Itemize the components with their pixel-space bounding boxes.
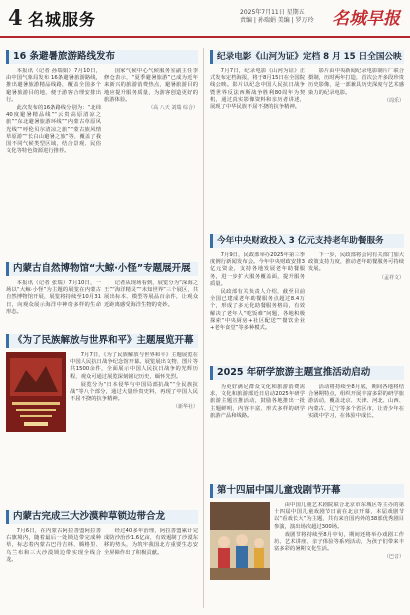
headline-text: 第十四届中国儿童戏剧节开幕 — [217, 485, 341, 496]
page-header — [0, 0, 410, 38]
paragraph: 7月9日，民政部举办2025年第三季度例行新闻发布会。今年中央财政安排3亿元资金，支持各地发展老年助餐服务，进一步扩大服务覆盖面，提升服务质量。 — [210, 252, 305, 287]
article-body — [6, 68, 101, 258]
article-headline — [6, 50, 198, 64]
paragraph: 此次发布的16条路线分别为：“北纬40度避暑精品线”“云贵高原清凉之旅”“东北避暑旅游环线”“内蒙古草原风光线”“呼伦贝尔清凉之旅”“蒙古族风情草原游”“长白山避暑之旅”等，覆盖了我国不同气候类型区域，结合景观、民俗文化等特色资源进行推荐。 — [6, 105, 101, 155]
paragraph: 下一步，民政部将会同有关部门加大政策支持力度，推动老年助餐服务可持续发展。 — [308, 252, 404, 273]
paragraph: 国家气候中心气候服务室副主任李修仓表示，“夏季避暑旅游”已成为近年来新兴的旅游消费热点，避暑旅游目的地应提升服务质量，为游客创造更好的旅游体验。 — [104, 68, 198, 103]
paragraph: 影片由中央新闻纪录电影制片厂联合摄制，历时两年打造，首次公开多段珍贵历史影像，是一部兼具历史深度与艺术感染力的纪录电影。 — [308, 68, 404, 96]
paragraph: 7月7日，纪录电影《山河为证》正式发布定档海报，将于8月15日在全国院线公映。影片以纪念中国人民抗日战争暨世界反法西斯战争胜利80周年为契机，通过真实影像资料和亲历者讲述，展现了中华民族不屈不挠的抗争精神。 — [210, 68, 305, 111]
article-headline — [210, 366, 404, 380]
theatre-photo — [210, 502, 270, 580]
headline-text: 《为了民族解放与世界和平》主题展览开幕 — [13, 335, 194, 346]
byline: （新华社） — [172, 404, 198, 411]
byline: （孟祥文） — [378, 274, 404, 281]
headline-text: 今年中央财政投入 3 亿元支持老年助餐服务 — [217, 236, 384, 246]
article-body — [70, 352, 198, 442]
article-headline — [210, 50, 404, 64]
paragraph: 由中国儿童艺术剧院联合北京市东城区等主办的第十四届中国儿童戏剧节日前在北京开幕，本届戏剧节以“看戏长大”为主题，共有来自国内外的38部优秀剧目参演，演出场次超过300场。 — [274, 502, 404, 530]
headline-text: 内蒙古自然博物馆“大鲸·小怪”专题展开展 — [13, 263, 191, 274]
article-body — [308, 384, 404, 474]
article-body — [210, 252, 305, 360]
paragraph: 7月6日，在内蒙古阿拉善盟阿拉善右旗境内，随着最后一处锁边带完成种草，标志着内蒙古巴丹吉林、腾格里、乌兰布和三大沙漠锁边带实现全线合龙。 — [6, 528, 101, 563]
article-body — [104, 280, 198, 328]
headline-text: 纪录电影《山河为证》定档 8 月 15 日全国公映 — [217, 52, 402, 62]
paragraph: 展览分为“日本侵华与中国局部抗战”“全民族抗战”等八个部分，通过大量珍贵史料，再现了中国人民不屈不挠的抗争精神。 — [70, 381, 198, 403]
article-body — [210, 384, 305, 474]
article-body — [274, 502, 404, 608]
column-divider — [203, 48, 204, 608]
page-number: 4 — [8, 5, 23, 30]
headline-text: 2025 年研学旅游主题宣推活动启动 — [217, 367, 371, 378]
exhibition-poster — [6, 352, 66, 432]
byline: （巴音） — [383, 554, 404, 561]
article-body — [6, 528, 101, 610]
headline-text: 内蒙古完成三大沙漠种草锁边带合龙 — [13, 511, 166, 522]
paragraph: 7月7日，《为了民族解放与世界和平》主题展览在中国人民抗日战争纪念馆开幕。展览展出文物、图片等共1500余件，全面展示中国人民抗日战争的光辉历程，观众可通过展览深刻铭记历史，缅怀先烈。 — [70, 352, 198, 380]
article-headline — [6, 334, 198, 348]
byline: （高 八天 刘瑞 综合） — [148, 105, 198, 112]
article-body — [308, 252, 404, 360]
issue-date: 2025年7月11日 星期五 — [240, 9, 305, 16]
paragraph: 经过40多年治理，阿拉善盟累计完成防沙治沙1.6亿亩，有效遏制了沙漠东移的势头，为筑牢我国北方重要生态安全屏障作出了积极贡献。 — [104, 528, 198, 556]
article-body — [308, 68, 404, 218]
editor-credit: 责编 | 孙瑞娟 美编 | 罗万玲 — [240, 17, 314, 24]
masthead-logo: 名城早报 — [332, 9, 400, 29]
paragraph: 民政部有关负责人介绍，截至目前全国已建成老年助餐服务点超过8.4万个，形成了多元化助餐服务格局，有效解决了老年人“吃饭难”问题，各地积极探索“中央厨房+社区配送”“餐饮企业+老年食堂”等多种模式。 — [210, 289, 305, 332]
paragraph: 活动将持续至8月底，期间各地将结合暑期特点，组织开展丰富多彩的研学旅游活动，覆盖北京、天津、河北、山西、内蒙古、辽宁等多个省区市，让青少年在实践中学习，在体验中成长。 — [308, 384, 404, 419]
article-body — [210, 68, 305, 218]
paragraph: 本报讯（记者 张瑞）7月10日，一场以“大鲸·小怪”为主题的展览在内蒙古自然博物馆开展，展览将持续至10月31日，向观众展示海洋中神奇多样的生命形态。 — [6, 280, 101, 315]
paragraph: 戏剧节将持续至8月中旬，期间还将举办戏剧工作坊、艺术讲座、亲子体验等系列活动，为孩子们带来丰富多彩的暑期文化生活。 — [274, 531, 404, 553]
byline: （周乐） — [383, 97, 404, 104]
article-headline — [210, 234, 404, 248]
headline-text: 16 条避暑旅游路线发布 — [13, 51, 116, 62]
paragraph: 本报讯（记者 孙瑞娟）7月10日，由中国气象局发布 16条避暑旅游路线，推出避暑旅游精品线路，覆盖全国多个避暑旅游目的地，便于游客合理安排出行。 — [6, 68, 101, 103]
article-headline — [210, 484, 404, 498]
article-headline — [6, 262, 198, 276]
section-name: 名城服务 — [28, 10, 97, 29]
article-body — [104, 528, 198, 610]
article-headline — [6, 510, 198, 524]
article-body — [6, 280, 101, 328]
article-body — [104, 68, 198, 258]
paragraph: 记者从现场看到，展览分为“深海之王”“海洋精灵”“未知世界”三个展区，共展出标本、模型等展品百余件，让观众近距离感受海洋生物的奇妙。 — [104, 280, 198, 308]
paragraph: 为更好满足群众文化和旅游消费需求，文化和旅游部近日启动2025年研学旅游主题宣推活动，鼓励各地推出一批主题鲜明、内容丰富、形式多样的研学旅游产品和线路。 — [210, 384, 305, 419]
